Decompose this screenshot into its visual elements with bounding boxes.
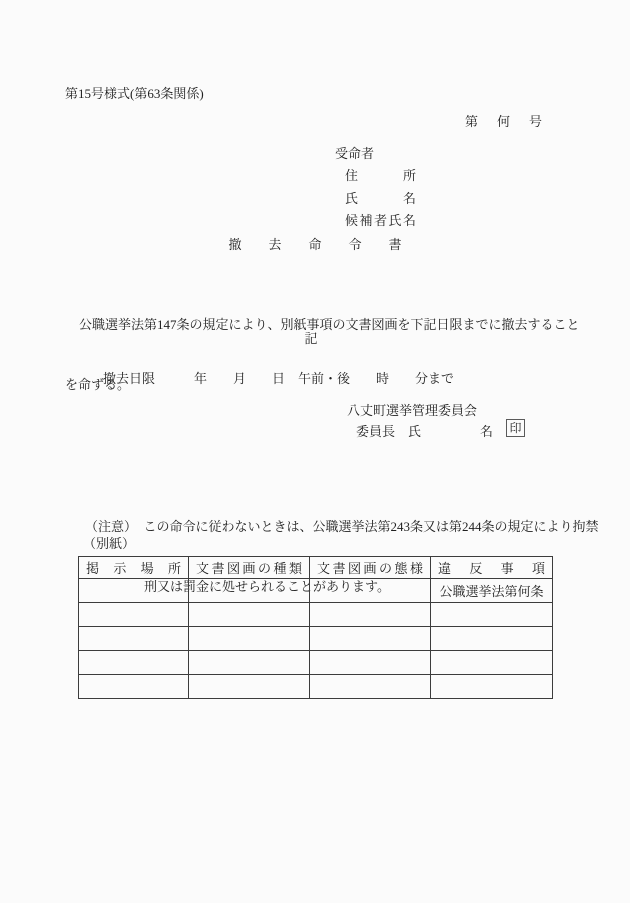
ki-heading: 記 <box>304 331 318 346</box>
cell-violation-item: 公職選挙法第何条 <box>431 579 553 603</box>
candidate-name-label: 候補者氏名 <box>345 213 416 228</box>
cell-posting-place <box>79 603 189 627</box>
appendix-label: （別紙） <box>83 536 136 551</box>
document-serial-number: 第 何 号 <box>465 114 546 129</box>
seal-mark: 印 <box>509 421 522 435</box>
election-commission-name: 八丈町選挙管理委員会 <box>347 403 478 418</box>
cell-document-condition <box>310 603 431 627</box>
chairman-name-label: 名 <box>480 424 494 439</box>
recipient-address-field <box>345 165 416 184</box>
removal-deadline-line: 撤去日限 年 月 日 午前・後 時 分まで <box>103 371 455 386</box>
cell-violation-item <box>431 603 553 627</box>
cell-document-condition <box>310 579 431 603</box>
name-label: 氏名 <box>345 191 416 206</box>
document-title: 撤去命令書 <box>228 237 429 252</box>
table-row <box>79 651 553 675</box>
order-body-line-2: を命ずる。 <box>65 377 131 392</box>
cell-document-condition <box>310 627 431 651</box>
recipient-heading: 受命者 <box>335 146 375 161</box>
caution-note-line-1: （注意） この命令に従わないときは、公職選挙法第243条又は第244条の規定により拘禁 <box>85 519 599 534</box>
cell-posting-place <box>79 675 189 699</box>
chairman-label: 委員長 氏 <box>356 424 422 439</box>
cell-posting-place <box>79 579 189 603</box>
cell-posting-place <box>79 627 189 651</box>
form-number: 第15号様式(第63条関係) <box>65 86 204 101</box>
table-row <box>79 579 553 603</box>
order-body-line-1: 公職選挙法第147条の規定により、別紙事項の文書図画を下記日限までに撤去すること <box>79 317 580 332</box>
cell-document-type <box>189 603 310 627</box>
table-row <box>79 627 553 651</box>
order-body-paragraph <box>65 275 580 435</box>
cell-document-type <box>189 579 310 603</box>
caution-note-line-2: 刑又は罰金に処せられることがあります。 <box>144 579 390 594</box>
cell-violation-item <box>431 651 553 675</box>
cell-violation-item <box>431 627 553 651</box>
cell-document-type <box>189 651 310 675</box>
header-document-type: 文書図画の種類 <box>189 557 310 579</box>
table-row <box>79 603 553 627</box>
header-posting-place: 掲示場所 <box>79 557 189 579</box>
recipient-candidate-field <box>345 210 416 229</box>
cell-document-condition <box>310 651 431 675</box>
cell-violation-item <box>431 675 553 699</box>
seal-box <box>506 419 525 437</box>
cell-document-type <box>189 675 310 699</box>
header-document-condition: 文書図画の態様 <box>310 557 431 579</box>
cell-document-condition <box>310 675 431 699</box>
cell-document-type <box>189 627 310 651</box>
violation-appendix-table <box>78 556 553 699</box>
address-label: 住所 <box>345 168 416 183</box>
table-row <box>79 675 553 699</box>
cell-posting-place <box>79 651 189 675</box>
recipient-name-field <box>345 188 416 207</box>
header-violation-item: 違反事項 <box>431 557 553 579</box>
table-header-row <box>79 557 553 579</box>
